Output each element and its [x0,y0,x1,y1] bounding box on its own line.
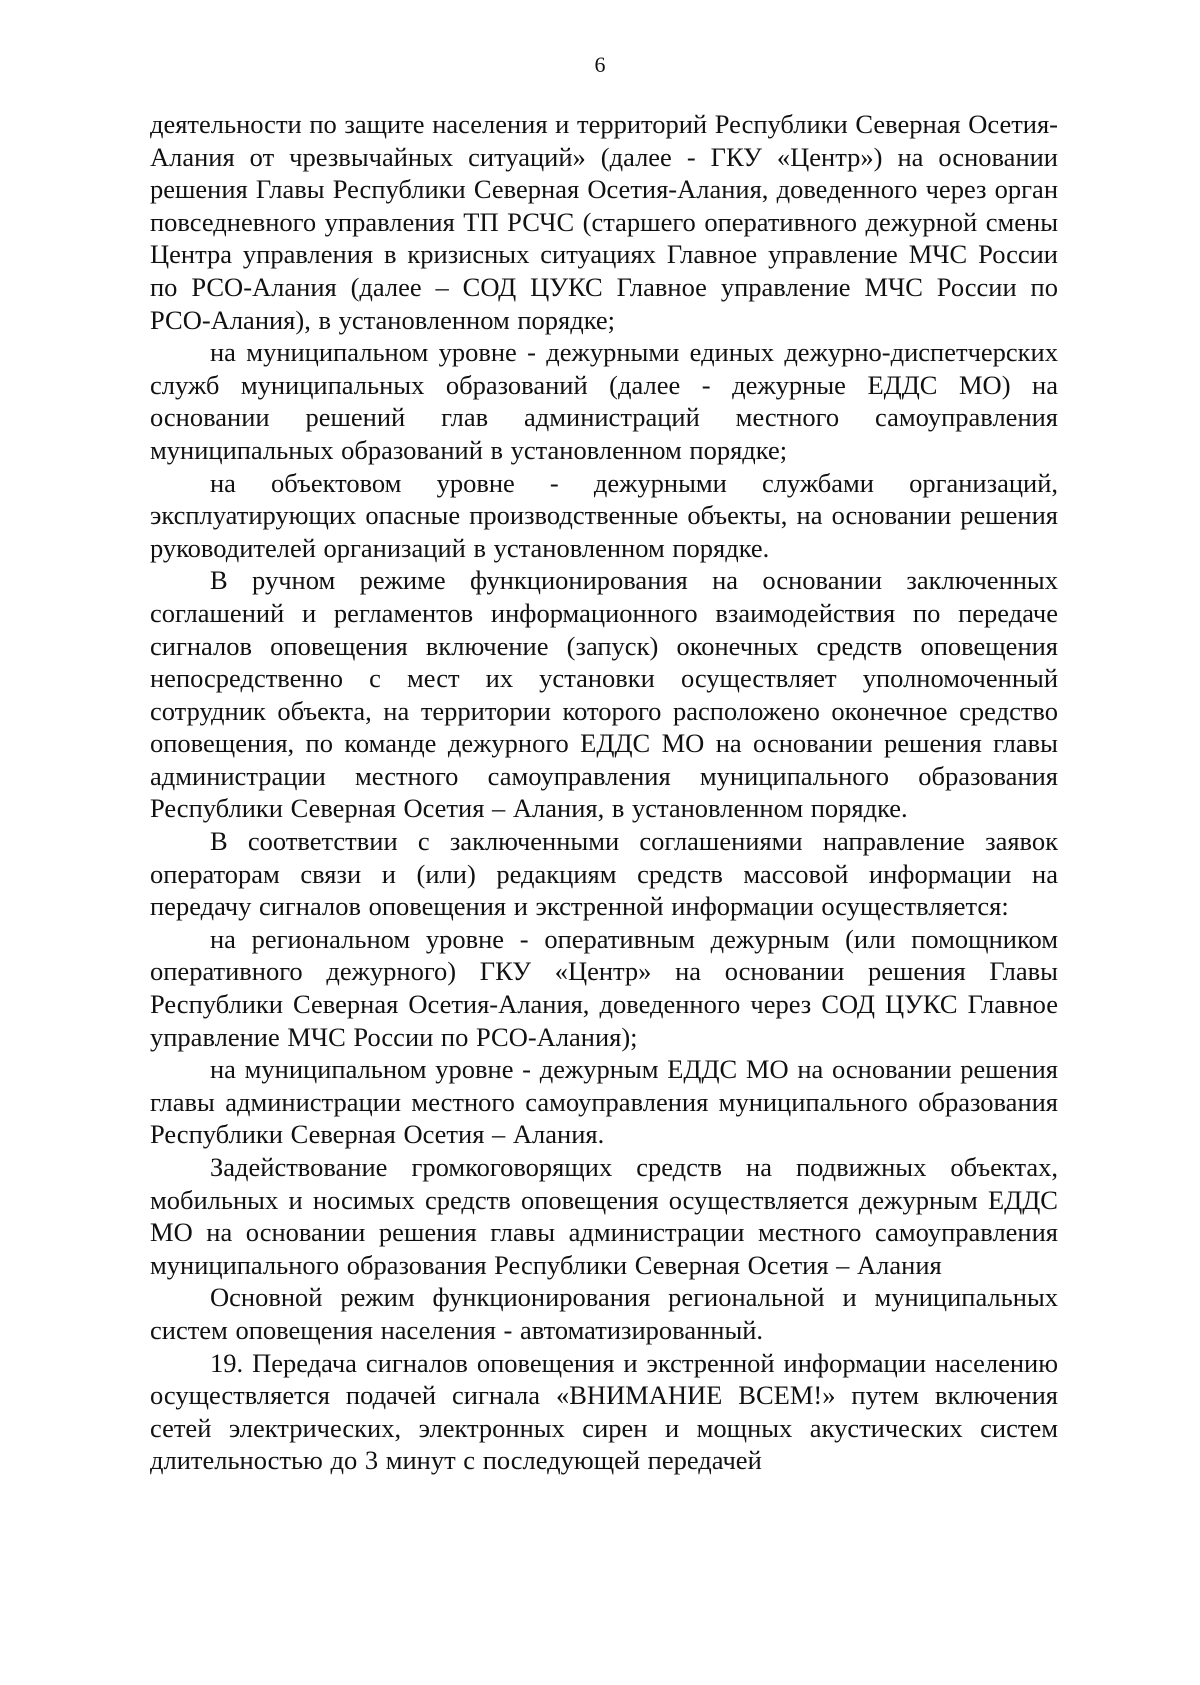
paragraph-agreements: В соответствии с заключенными соглашениями направление заявок операторам связи и (или) редакциям средств массовой информации на передачу сигналов оповещения и экстренной информации осуществляется: [150,826,1058,922]
paragraph-municipal-duty: на муниципальном уровне - дежурным ЕДДС МО на основании решения главы администрации местного самоуправления муниципального образования Республики Северная Осетия – Алания. [150,1054,1058,1150]
paragraph-object-level: на объектовом уровне - дежурными службами организаций, эксплуатирующих опасные производственные объекты, на основании решения руководителей организаций в установленном порядке. [150,467,1058,563]
paragraph-item-19: 19. Передача сигналов оповещения и экстренной информации населению осуществляется подачей сигнала «ВНИМАНИЕ ВСЕМ!» путем включения сетей электрических, электронных сирен и мощных акустических систем длительностью до 3 минут с последующей передачей [150,1347,1058,1476]
paragraph-main-mode: Основной режим функционирования региональной и муниципальных систем оповещения населения - автоматизированный. [150,1282,1058,1345]
document-body [150,108,1058,1477]
paragraph-municipal-level: на муниципальном уровне - дежурными единых дежурно-диспетчерских служб муниципальных образований (далее - дежурные ЕДДС МО) на основании решений глав администраций местного самоуправления муниципальных образований в установленном порядке; [150,337,1058,465]
paragraph-loudspeakers: Задействование громкоговорящих средств на подвижных объектах, мобильных и носимых средств оповещения осуществляется дежурным ЕДДС МО на основании решения главы администрации местного самоуправления муниципального образования Республики Северная Осетия – Алания [150,1152,1058,1280]
paragraph-continuation: деятельности по защите населения и территорий Республики Северная Осетия-Алания от чрезвычайных ситуаций» (далее - ГКУ «Центр») на основании решения Главы Республики Северная Осетия-Алания, доведенного через орган повседневного управления ТП РСЧС (старшего оперативного дежурной смены Центра управления в кризисных ситуациях Главное управление МЧС России по РСО-Алания (далее – СОД ЦУКС Главное управление МЧС России по РСО-Алания), в установленном порядке; [150,109,1058,335]
paragraph-manual-mode: В ручном режиме функционирования на основании заключенных соглашений и регламентов информационного взаимодействия по передаче сигналов оповещения включение (запуск) оконечных средств оповещения непосредственно с мест их установки осуществляет уполномоченный сотрудник объекта, на территории которого расположено оконечное средство оповещения, по команде дежурного ЕДДС МО на основании решения главы администрации местного самоуправления муниципального образования Республики Северная Осетия – Алания, в установленном порядке. [150,565,1058,824]
paragraph-regional-level: на региональном уровне - оперативным дежурным (или помощником оперативного дежурного) ГКУ «Центр» на основании решения Главы Республики Северная Осетия-Алания, доведенного через СОД ЦУКС Главное управление МЧС России по РСО-Алания); [150,923,1058,1052]
page-number: 6 [594,52,606,77]
